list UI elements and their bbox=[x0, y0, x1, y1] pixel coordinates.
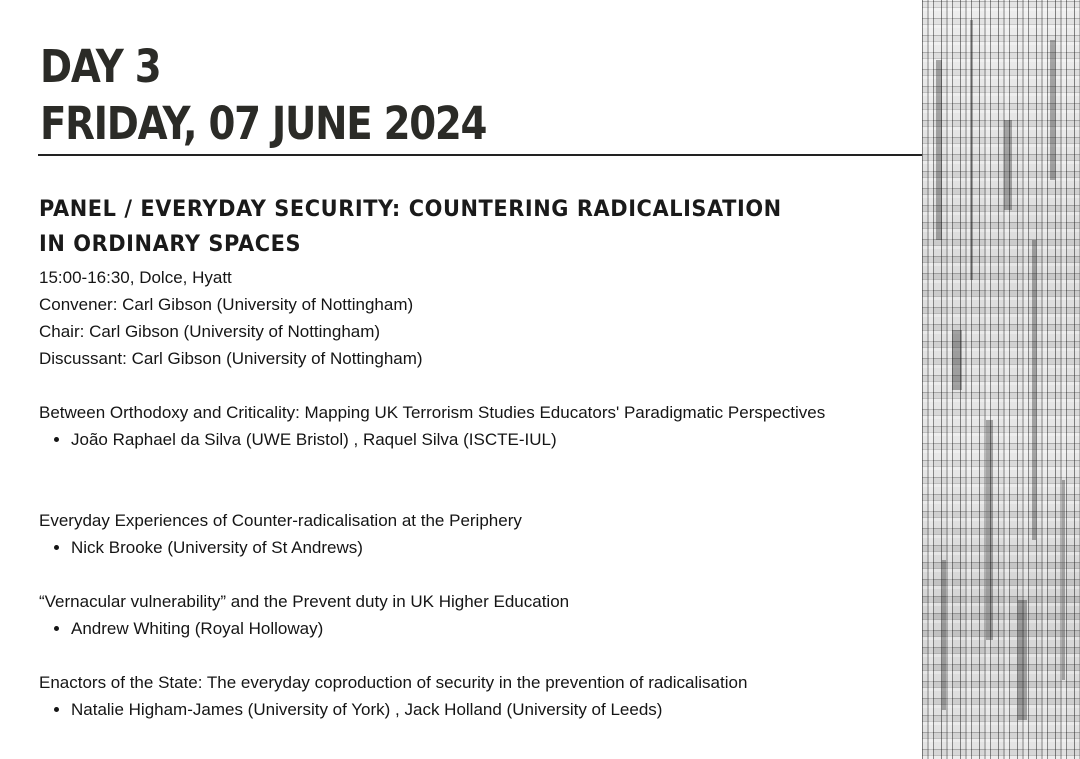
date-label: FRIDAY, 07 JUNE 2024 bbox=[40, 97, 487, 150]
panel-time-location: 15:00-16:30, Dolce, Hyatt bbox=[39, 268, 232, 287]
paper-entry bbox=[39, 507, 919, 561]
paper-title: Between Orthodoxy and Criticality: Mapping UK Terrorism Studies Educators' Paradigmatic Perspectives bbox=[39, 403, 826, 422]
paper-authors: • Andrew Whiting (Royal Holloway) bbox=[71, 615, 919, 642]
panel-discussant: Discussant: Carl Gibson (University of Nottingham) bbox=[39, 349, 423, 368]
day-label: DAY 3 bbox=[40, 40, 161, 93]
panel-chair: Chair: Carl Gibson (University of Nottingham) bbox=[39, 322, 381, 341]
panel-convener: Convener: Carl Gibson (University of Nottingham) bbox=[39, 295, 414, 314]
paper-title: Enactors of the State: The everyday coproduction of security in the prevention of radicalisation bbox=[39, 673, 748, 692]
panel-meta bbox=[39, 264, 423, 372]
author-list bbox=[39, 426, 919, 453]
paper-entry bbox=[39, 588, 919, 642]
author-list bbox=[39, 696, 919, 723]
author-list bbox=[39, 615, 919, 642]
title-divider bbox=[38, 154, 922, 156]
page-title bbox=[40, 38, 486, 152]
paper-entry bbox=[39, 399, 919, 453]
paper-entry bbox=[39, 669, 919, 723]
paper-authors: • Natalie Higham-James (University of York) , Jack Holland (University of Leeds) bbox=[71, 696, 919, 723]
paper-authors: • João Raphael da Silva (UWE Bristol) , Raquel Silva (ISCTE-IUL) bbox=[71, 426, 919, 453]
paper-title: “Vernacular vulnerability” and the Prevent duty in UK Higher Education bbox=[39, 592, 570, 611]
paper-title: Everyday Experiences of Counter-radicalisation at the Periphery bbox=[39, 511, 522, 530]
author-list bbox=[39, 534, 919, 561]
paper-authors: • Nick Brooke (University of St Andrews) bbox=[71, 534, 919, 561]
panel-title: PANEL / EVERYDAY SECURITY: COUNTERING RADICALISATION IN ORDINARY SPACES bbox=[39, 197, 782, 257]
decorative-texture-strip bbox=[922, 0, 1080, 759]
